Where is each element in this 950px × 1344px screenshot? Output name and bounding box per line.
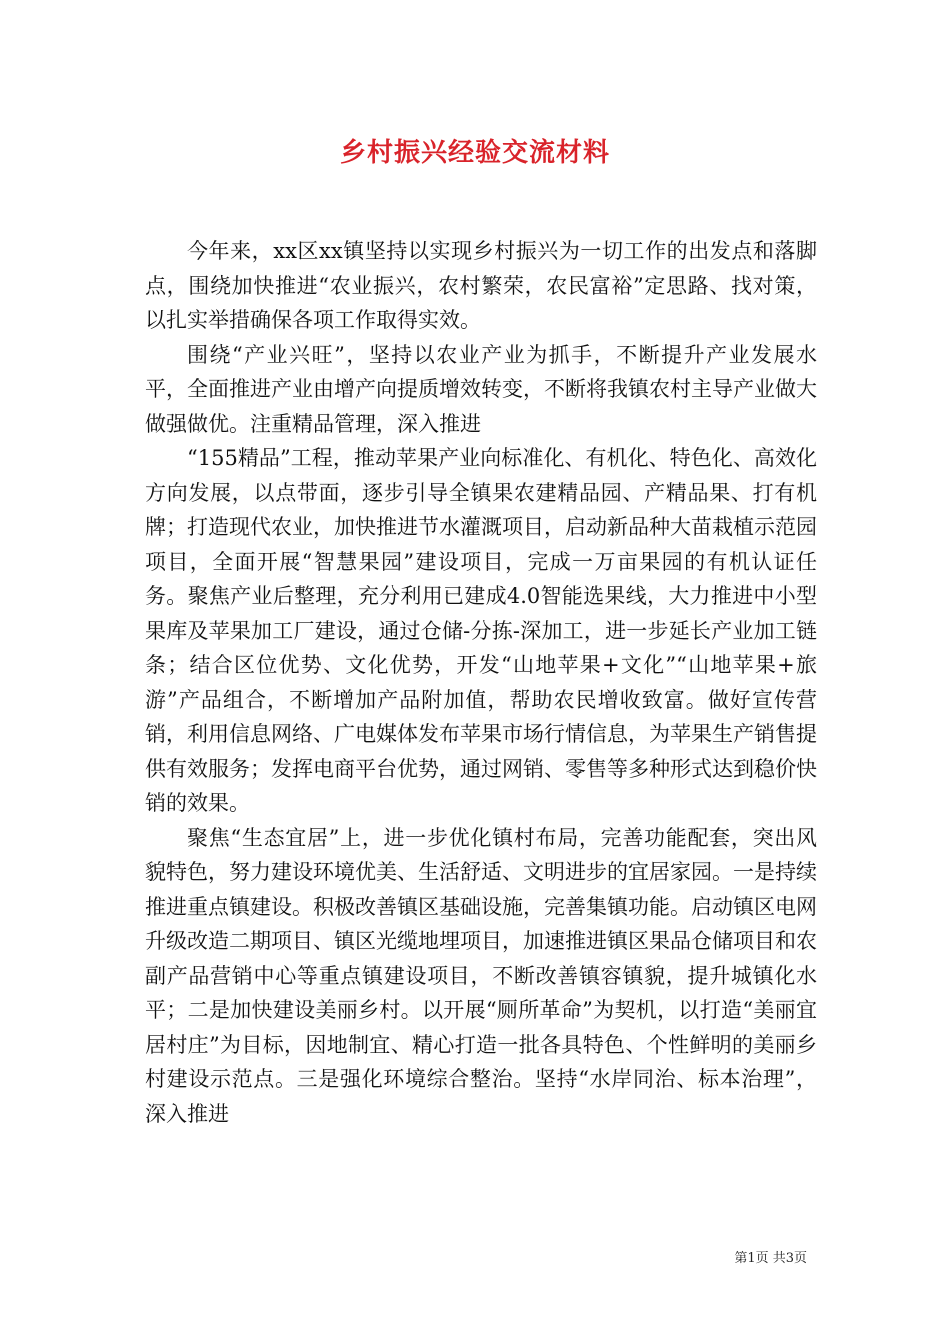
document-title: 乡村振兴经验交流材料 (339, 138, 610, 168)
paragraph-quality-project: “155精品”工程，推动苹果产业向标准化、有机化、特色化、高效化方向发展，以点带面，逐步引导全镇果农建精品园、产精品果、打有机牌；打造现代农业，加快推进节水灌溉项目，启动新品种大苗栽植示范园项目，全面开展“智慧果园”建设项目，完成一万亩果园的有机认证任务。聚焦产业后整理，充分利用已建成4.0智能选果线，大力推进中小型果库及苹果加工厂建设，通过仓储-分拣-深加工，进一步延长产业加工链条；结合区位优势、文化优势，开发“山地苹果+文化”“山地苹果+旅游”产品组合，不断增加产品附加值，帮助农民增收致富。做好宣传营销，利用信息网络、广电媒体发布苹果市场行情信息，为苹果生产销售提供有效服务；发挥电商平台优势，通过网销、零售等多种形式达到稳价快销的效果。 (145, 446, 817, 815)
paragraph-ecology: 聚焦“生态宜居”上，进一步优化镇村布局，完善功能配套，突出风貌特色，努力建设环境优美、生活舒适、文明进步的宜居家园。一是持续推进重点镇建设。积极改善镇区基础设施，完善集镇功能。启动镇区电网升级改造二期项目、镇区光缆地埋项目，加速推进镇区果品仓储项目和农副产品营销中心等重点镇建设项目，不断改善镇容镇貌，提升城镇化水平；二是加快建设美丽乡村。以开展“厕所革命”为契机，以打造“美丽宜居村庄”为目标，因地制宜、精心打造一批各具特色、个性鲜明的美丽乡村建设示范点。三是强化环境综合整治。坚持“水岸同治、标本治理”，深入推进 (145, 825, 817, 1126)
page-number-footer: 第1页 共3页 (734, 1251, 807, 1266)
document-body (145, 234, 817, 1131)
paragraph-intro: 今年来，xx区xx镇坚持以实现乡村振兴为一切工作的出发点和落脚点，围绕加快推进“农业振兴，农村繁荣，农民富裕”定思路、找对策，以扎实举措确保各项工作取得实效。 (145, 239, 817, 332)
paragraph-industry: 围绕“产业兴旺”，坚持以农业产业为抓手，不断提升产业发展水平，全面推进产业由增产向提质增效转变，不断将我镇农村主导产业做大做强做优。注重精品管理，深入推进 (145, 342, 817, 436)
